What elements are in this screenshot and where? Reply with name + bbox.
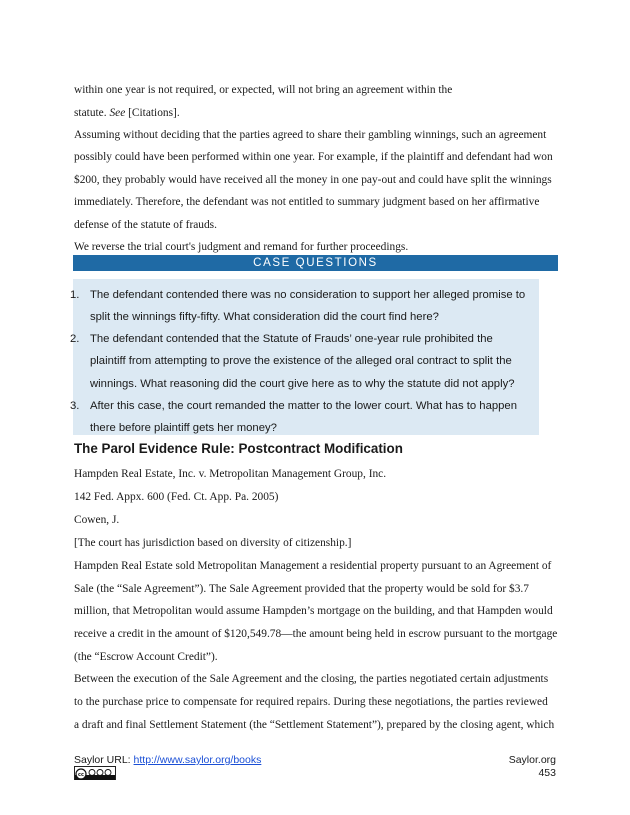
body-text-line: possibly could have been performed within one year. For example, if the plaintiff and defendant had won xyxy=(74,151,553,163)
body-text-line: million, that Metropolitan would assume Hampden’s mortgage on the building, and that Hampden would xyxy=(74,605,553,617)
body-text-line: to the purchase price to compensate for required repairs. During these negotiations, the parties reviewed xyxy=(74,696,548,708)
question-number: 3. xyxy=(70,400,80,412)
footer-url-label: Saylor URL: xyxy=(74,754,134,766)
body-text-line: a draft and final Settlement Statement (the “Settlement Statement”), prepared by the closing agent, which xyxy=(74,719,555,731)
body-text-line: receive a credit in the amount of $120,549.78—the amount being held in escrow pursuant to the mortgage xyxy=(74,628,558,640)
body-text-line: Hampden Real Estate sold Metropolitan Management a residential property pursuant to an Agreement of xyxy=(74,560,552,572)
question-text: split the winnings fifty-fifty. What consideration did the court find here? xyxy=(90,311,439,323)
question-number: 2. xyxy=(70,333,80,345)
body-text-line: Between the execution of the Sale Agreement and the closing, the parties negotiated certain adjustments xyxy=(74,673,549,685)
footer-site: Saylor.org xyxy=(508,754,556,766)
question-text: The defendant contended there was no consideration to support her alleged promise to xyxy=(90,289,526,301)
body-text-line: statute. See [Citations]. xyxy=(74,107,180,119)
body-text-line: $200, they probably would have received all the money in one pay-out and could have split the winnings xyxy=(74,174,552,186)
body-text-line: immediately. Therefore, the defendant was not entitled to summary judgment based on her affirmative xyxy=(74,196,540,208)
footer-url-link[interactable]: http://www.saylor.org/books xyxy=(133,754,262,766)
body-text-line: 142 Fed. Appx. 600 (Fed. Ct. App. Pa. 2005) xyxy=(74,491,279,503)
page-number: 453 xyxy=(538,767,556,779)
footer-source xyxy=(74,754,261,766)
body-text-line: Sale (the “Sale Agreement”). The Sale Agreement provided that the property would be sold for $3.7 xyxy=(74,583,529,595)
body-text-line: Hampden Real Estate, Inc. v. Metropolitan Management Group, Inc. xyxy=(74,468,387,480)
case-questions-banner: CASE QUESTIONS xyxy=(73,255,558,271)
body-text-line: (the “Escrow Account Credit”). xyxy=(74,651,218,663)
body-text-line: [The court has jurisdiction based on diversity of citizenship.] xyxy=(74,537,352,549)
section-heading: The Parol Evidence Rule: Postcontract Modification xyxy=(74,441,403,456)
body-text-line: We reverse the trial court's judgment and remand for further proceedings. xyxy=(74,241,409,253)
body-text-line: Assuming without deciding that the parties agreed to share their gambling winnings, such an agreement xyxy=(74,129,547,141)
question-text: After this case, the court remanded the matter to the lower court. What has to happen xyxy=(90,400,517,412)
question-text: there before plaintiff gets her money? xyxy=(90,422,277,434)
svg-text:cc: cc xyxy=(78,772,84,778)
question-text: winnings. What reasoning did the court give here as to why the statute did not apply? xyxy=(90,378,515,390)
question-text: The defendant contended that the Statute of Frauds’ one-year rule prohibited the xyxy=(90,333,493,345)
body-text-line: defense of the statute of frauds. xyxy=(74,219,217,231)
cc-by-nc-sa-badge-icon xyxy=(74,766,116,780)
body-text-line: within one year is not required, or expected, will not bring an agreement within the xyxy=(74,84,453,96)
question-number: 1. xyxy=(70,289,80,301)
question-text: plaintiff from attempting to prove the existence of the alleged oral contract to split the xyxy=(90,355,512,367)
body-text-line: Cowen, J. xyxy=(74,514,120,526)
